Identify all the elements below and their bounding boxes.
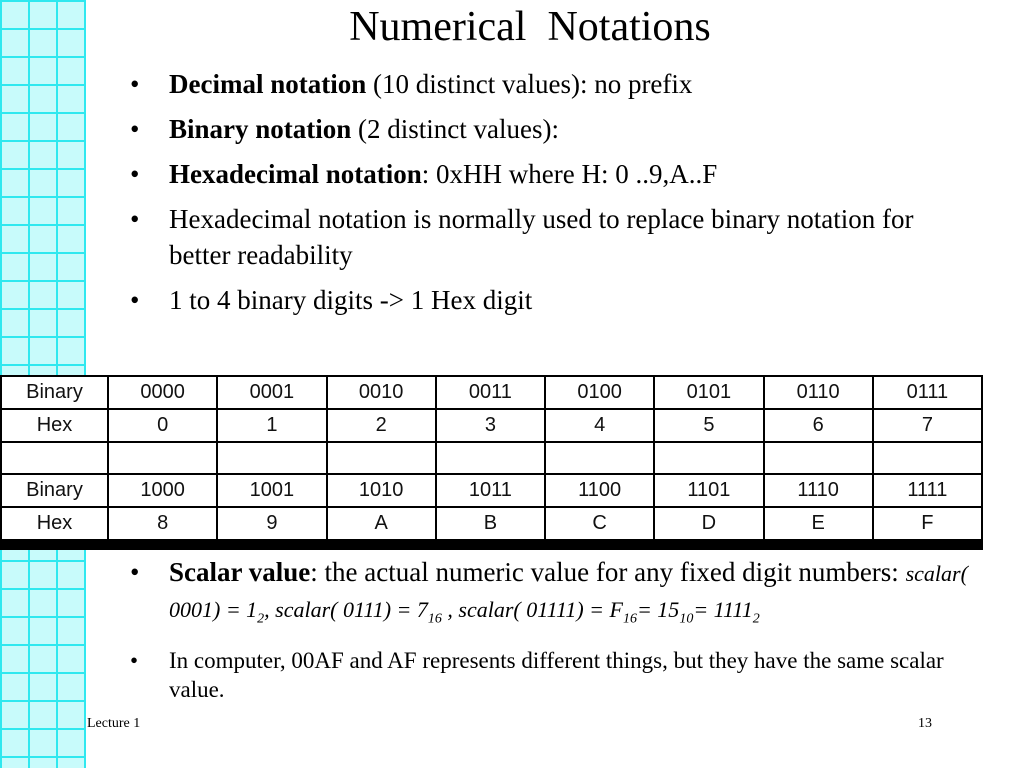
table-cell: 9 [217,507,326,540]
formula-subscript: 16 [427,611,442,627]
bullet-text: 1 to 4 binary digits -> 1 Hex digit [169,285,533,315]
table-cell: C [545,507,654,540]
bullet-readability [130,201,960,273]
formula-separator: , [441,597,459,622]
bullet-text: Hexadecimal notation is normally used to replace binary notation for better readability [169,204,914,270]
table-cell: 1011 [436,474,545,507]
bullet-binary [130,111,960,147]
formula-part: = 1111 [693,597,753,622]
table-cell: 0 [108,409,217,442]
table-cell: 6 [764,409,873,442]
table-cell: 1010 [327,474,436,507]
bullet-list [130,66,960,327]
formula-subscript: 10 [679,611,694,627]
table-cell-empty [764,442,873,474]
formula-subscript: 16 [622,611,637,627]
row-label-binary: Binary [1,376,108,409]
table-cell: 1 [217,409,326,442]
table-cell: E [764,507,873,540]
table-cell: 1000 [108,474,217,507]
table-row [1,409,982,442]
bullet-bold-term: Decimal notation [169,69,367,99]
formula-subscript: 2 [752,611,760,627]
table-cell: 1001 [217,474,326,507]
table-cell-empty [217,442,326,474]
row-label-hex: Hex [1,409,108,442]
row-label-hex: Hex [1,507,108,540]
bullet-hex [130,156,960,192]
bullet-note [130,646,970,704]
table-row [1,474,982,507]
table-cell: 7 [873,409,982,442]
table-cell: 2 [327,409,436,442]
table-cell: 0001 [217,376,326,409]
table-cell: 0011 [436,376,545,409]
table-cell-empty [545,442,654,474]
table-cell: 0000 [108,376,217,409]
table-row-empty [1,442,982,474]
bullet-text: (10 distinct values): no prefix [366,69,693,99]
bullet-digits [130,282,960,318]
bullet-bold-term: Binary notation [169,114,352,144]
binary-hex-table [0,375,983,541]
table-cell-empty [873,442,982,474]
table-cell: 5 [654,409,763,442]
table-cell: 0100 [545,376,654,409]
bullet-bold-term: Hexadecimal notation [169,159,422,189]
table-cell: B [436,507,545,540]
table-cell-empty [108,442,217,474]
bullet-text: : the actual numeric value for any fixed digit numbers: [310,557,906,587]
table-row [1,507,982,540]
table-cell: 8 [108,507,217,540]
table-cell: 1111 [873,474,982,507]
table-cell: D [654,507,763,540]
footer-page-number: 13 [918,716,932,731]
bullet-scalar-value [130,555,970,636]
slide-title-text: Numerical Notations [349,4,711,50]
table-cell-empty [327,442,436,474]
table-row [1,376,982,409]
formula-part: scalar( 0001) = 1 [169,561,968,622]
bullet-list-lower [130,555,970,704]
table-cell: 4 [545,409,654,442]
formula-part: scalar( 0111) = 7 [275,597,428,622]
formula-subscript: 2 [257,611,265,627]
formula-part: = 15 [636,597,680,622]
table-cell: 0110 [764,376,873,409]
formula-separator: , [264,597,276,622]
table-cell: 0111 [873,376,982,409]
table-cell: A [327,507,436,540]
table-cell: 0010 [327,376,436,409]
table-cell-empty [1,442,108,474]
bullet-bold-term: Scalar value [169,557,311,587]
slide-title [0,2,1024,52]
bullet-text: : 0xHH where H: 0 ..9,A..F [421,159,718,189]
table-cell: 1100 [545,474,654,507]
formula-part: scalar( 01111) = F [458,597,623,622]
table-cell: 0101 [654,376,763,409]
table-cell: 1101 [654,474,763,507]
table-cell-empty [436,442,545,474]
row-label-binary: Binary [1,474,108,507]
bullet-text: (2 distinct values): [351,114,559,144]
bullet-text: In computer, 00AF and AF represents different things, but they have the same scalar value. [169,648,944,703]
table-cell: 3 [436,409,545,442]
table-cell: 1110 [764,474,873,507]
footer-lecture: Lecture 1 [87,716,141,731]
table-cell: F [873,507,982,540]
table-cell-empty [654,442,763,474]
binary-hex-table-frame [0,375,983,550]
bullet-decimal [130,66,960,102]
